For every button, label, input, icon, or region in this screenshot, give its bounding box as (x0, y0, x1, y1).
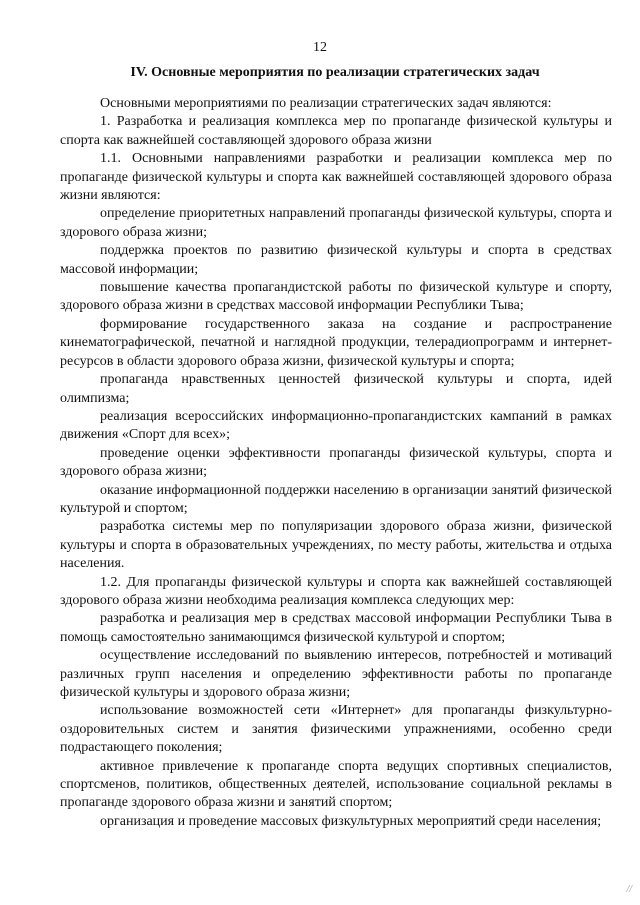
page-number: 12 (313, 40, 327, 55)
paragraph: 1.2. Для пропаганды физической культуры и спорта как важнейшей составляющей здорового образа жизни необходима реализация комплекса следующих мер: (60, 574, 612, 608)
list-item: формирование государственного заказа на создание и распространение кинематографической, печатной и наглядной продукции, телерадиопрограмм и интернет-ресурсов в области здорового образа жизни, физической культуры и спорта; (60, 316, 612, 369)
list-item: поддержка проектов по развитию физической культуры и спорта в средствах массовой информации; (60, 243, 612, 277)
list-item: повышение качества пропагандистской работы по физической культуре и спорту, здорового образа жизни в средствах массовой информации Республики Тыва; (60, 280, 612, 314)
corner-mark: // (626, 884, 632, 895)
list-item: осуществление исследований по выявлению интересов, потребностей и мотиваций различных групп населения и определению эффективности работы по пропаганде физической культуры и здорового образа жизни; (60, 648, 612, 700)
list-item: пропаганда нравственных ценностей физической культуры и спорта, идей олимпизма; (60, 372, 612, 406)
list-item: использование возможностей сети «Интернет» для пропаганды физкультурно-оздоровительных систем и занятия физическими упражнениями, особенно среди подрастающего поколения; (60, 703, 612, 756)
list-item: разработка системы мер по популяризации здорового образа жизни, физической культуры и спорта в образовательных учреждениях, по месту работы, жительства и отдыха населения. (60, 519, 612, 572)
list-item: определение приоритетных направлений пропаганды физической культуры, спорта и здорового образа жизни; (60, 206, 612, 240)
paragraph: Основными мероприятиями по реализации стратегических задач являются: (100, 96, 552, 111)
document-body (60, 95, 612, 831)
paragraph: 1.1. Основными направлениями разработки и реализации комплекса мер по пропаганде физической культуры и спорта как важнейшей составляющей здорового образа жизни являются: (60, 151, 612, 204)
paragraph: 1. Разработка и реализация комплекса мер по пропаганде физической культуры и спорта как важнейшей составляющей здорового образа жизни (60, 114, 612, 148)
section-heading: IV. Основные мероприятия по реализации стратегических задач (130, 65, 540, 80)
list-item: реализация всероссийских информационно-пропагандистских кампаний в рамках движения «Спорт для всех»; (60, 408, 612, 443)
list-item: организация и проведение массовых физкультурных мероприятий среди населения; (100, 813, 602, 829)
list-item: проведение оценки эффективности пропаганды физической культуры, спорта и здорового образа жизни; (60, 445, 612, 480)
list-item: разработка и реализация мер в средствах массовой информации Республики Тыва в помощь самостоятельно занимающимся физической культурой и спортом; (60, 611, 612, 645)
list-item: оказание информационной поддержки населению в организации занятий физической культурой и спортом; (60, 482, 612, 516)
list-item: активное привлечение к пропаганде спорта ведущих спортивных специалистов, спортсменов, политиков, общественных деятелей, использование социальной рекламы в пропаганде здорового образа жизни и занятий спортом; (60, 758, 612, 811)
